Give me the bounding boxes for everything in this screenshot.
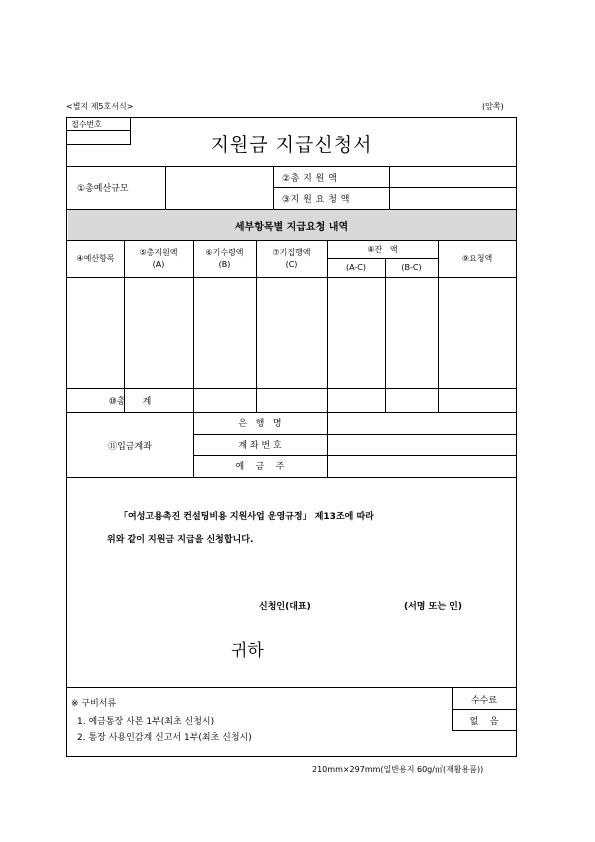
- row-divider: [67, 277, 516, 278]
- col-balance: ⑧잔 액: [367, 245, 398, 254]
- col-paid-amount: ⑥기수령액: [205, 248, 244, 257]
- row-divider: [67, 687, 516, 688]
- col-executed-amount-sub: (C): [285, 260, 298, 269]
- deposit-account-label: ⑪입금계좌: [108, 442, 152, 452]
- detail-entry-area[interactable]: [68, 279, 515, 386]
- row-divider: [273, 187, 516, 188]
- signature-label: (서명 또는 인): [404, 602, 462, 612]
- addressee-label: 귀하: [231, 641, 264, 661]
- row-divider: [193, 455, 516, 456]
- col-balance-bc: (B-C): [401, 263, 422, 272]
- col-divider: [327, 412, 328, 477]
- col-request-amount: ⑨요청액: [461, 254, 493, 263]
- form-title: 지원금 지급신청서: [210, 134, 373, 156]
- col-total-support-sub: (A): [152, 260, 165, 269]
- total-budget-label: ①총예산규모: [77, 184, 129, 194]
- col-executed-amount: ⑦기집행액: [272, 248, 311, 257]
- col-balance-ac: (A-C): [345, 263, 366, 272]
- required-doc-item: 1. 예금통장 사본 1부(최초 신청시): [77, 717, 215, 727]
- required-doc-item: 2. 통장 사용인감계 신고서 1부(최초 신청시): [77, 733, 252, 743]
- col-total-support: ⑤총지원액: [139, 248, 178, 257]
- row-divider: [193, 434, 516, 435]
- account-number-field[interactable]: [329, 436, 515, 454]
- account-number-label: 계 좌 번 호: [238, 441, 282, 451]
- account-holder-field[interactable]: [329, 457, 515, 476]
- row-divider: [327, 258, 438, 259]
- application-form: [66, 117, 517, 757]
- section-title: 세부항목별 지급요청 내역: [234, 222, 349, 233]
- receipt-number-label: 접수번호: [71, 120, 102, 129]
- page-side-label: (앞쪽): [482, 102, 504, 111]
- row-divider: [452, 730, 516, 731]
- total-row-label: ⑩총 계: [108, 397, 152, 407]
- total-support-field[interactable]: [391, 168, 515, 186]
- row-divider: [67, 388, 516, 389]
- total-support-label: ②총 지 원 액: [282, 174, 338, 184]
- row-divider: [67, 240, 516, 241]
- fee-label: 수수료: [470, 696, 498, 706]
- total-budget-field[interactable]: [167, 168, 271, 207]
- col-paid-amount-sub: (B): [218, 260, 231, 269]
- row-divider: [67, 477, 516, 478]
- bank-name-field[interactable]: [329, 414, 515, 433]
- account-holder-label: 예 금 주: [235, 462, 285, 472]
- applicant-label: 신청인(대표): [259, 602, 311, 612]
- paper-size-footnote: 210mm×297mm(일반용지 60g/㎡(재활용품)): [312, 765, 484, 774]
- bank-name-label: 은 행 명: [238, 419, 282, 429]
- col-divider: [165, 166, 166, 209]
- required-docs-title: ※ 구비서류: [71, 699, 117, 709]
- col-budget-item: ④예산항목: [76, 254, 115, 263]
- row-divider: [452, 709, 516, 710]
- declaration-line-1: 「여성고용촉진 컨설팅비용 지원사업 운영규정」 제13조에 따라: [119, 512, 374, 522]
- declaration-line-2: 위와 같이 지원금 지급을 신청합니다.: [107, 535, 254, 545]
- row-divider: [67, 166, 516, 167]
- row-divider: [67, 412, 516, 413]
- form-number-label: <별지 제5호서식>: [66, 102, 134, 111]
- support-request-field[interactable]: [391, 189, 515, 207]
- support-request-label: ③지 원 요 청 액: [282, 195, 350, 205]
- fee-value: 없 음: [469, 717, 499, 727]
